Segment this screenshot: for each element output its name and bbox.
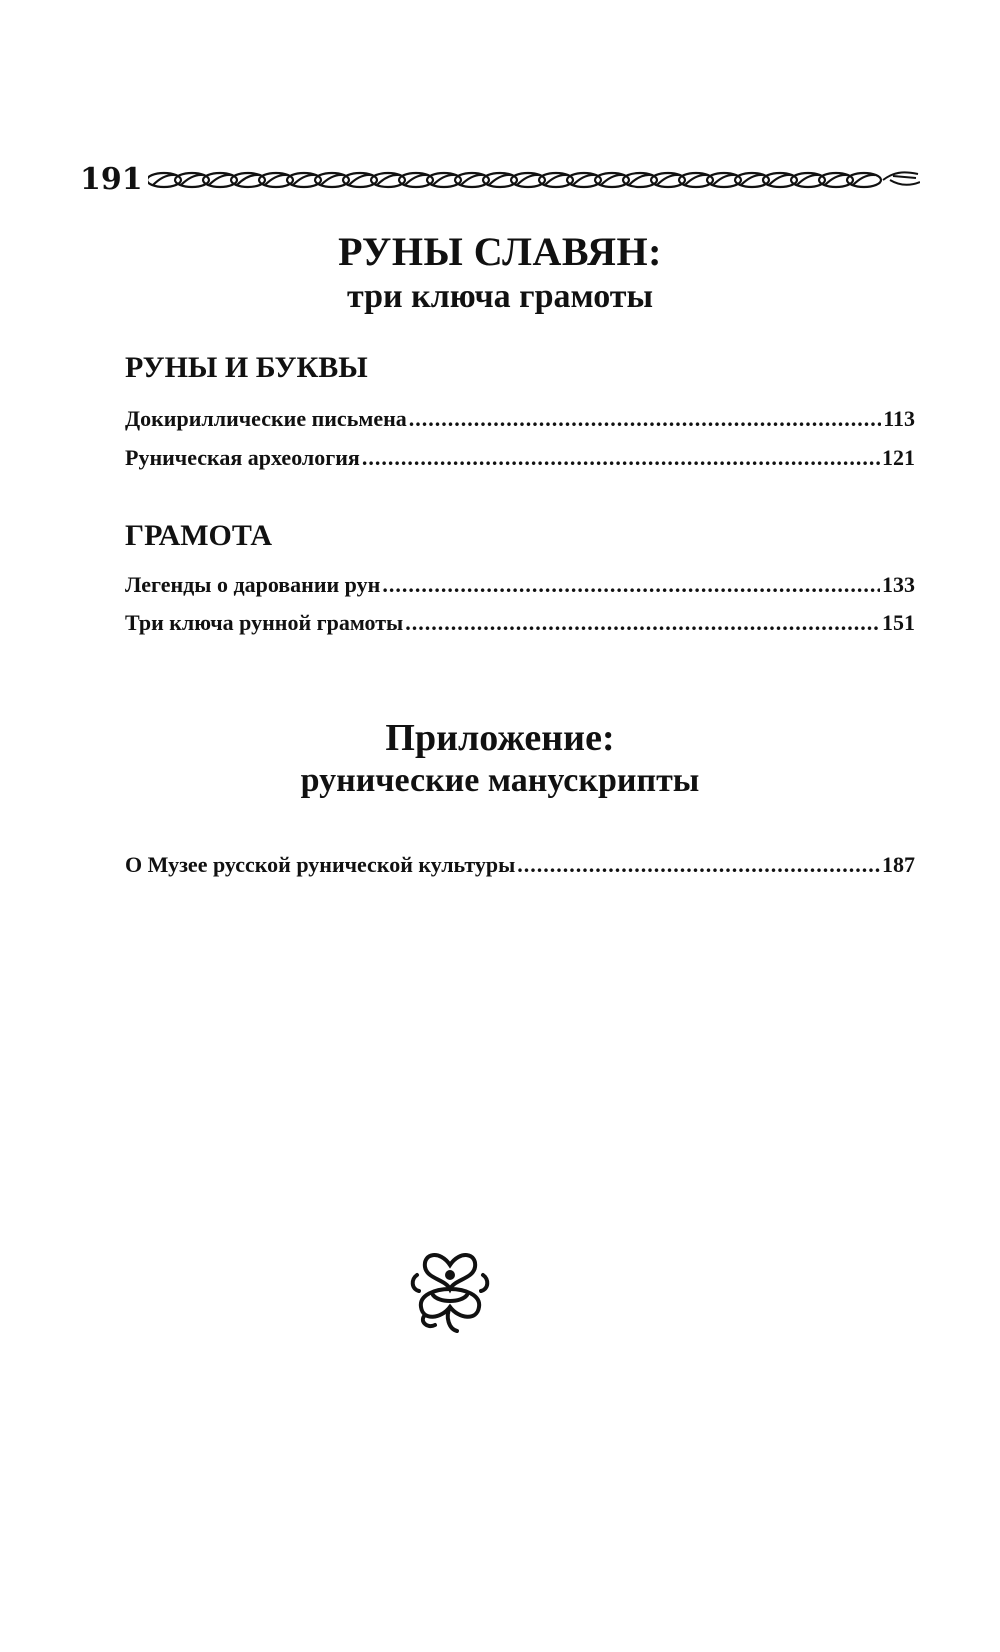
section-heading-gramota: ГРАМОТА: [125, 519, 273, 552]
book-title: РУНЫ СЛАВЯН:: [338, 229, 662, 274]
toc-entry[interactable]: [125, 607, 915, 639]
section-heading-runes-and-letters: РУНЫ И БУКВЫ: [125, 351, 368, 384]
toc-entry-title: О Музее русской рунической культуры: [125, 852, 516, 877]
toc-entry[interactable]: [125, 442, 915, 474]
dot-leader: [409, 403, 881, 435]
dot-leader: [517, 849, 880, 881]
braided-rope-rule-icon: [148, 166, 920, 194]
dot-leader: [382, 569, 880, 601]
toc-entry-page: 187: [882, 852, 915, 877]
toc-entry-page: 151: [882, 610, 915, 635]
toc-entry-title: Три ключа рунной грамоты: [125, 610, 404, 635]
book-subtitle: три ключа грамоты: [347, 278, 653, 315]
toc-entry-title: Докириллические письмена: [125, 406, 407, 431]
page-number: 191: [80, 162, 143, 197]
appendix-title: Приложение:: [385, 717, 615, 759]
toc-entry[interactable]: [125, 569, 915, 601]
toc-entry-page: 121: [882, 445, 915, 470]
dot-leader: [405, 607, 880, 639]
dot-leader: [362, 442, 880, 474]
toc-entry[interactable]: [125, 849, 915, 881]
running-header: [80, 160, 920, 200]
toc-entry[interactable]: [125, 403, 915, 435]
appendix-subtitle: рунические манускрипты: [300, 762, 700, 799]
toc-entry-title: Легенды о даровании рун: [125, 572, 381, 597]
toc-entry-page: 113: [883, 406, 915, 431]
toc-entry-title: Руническая археология: [125, 445, 360, 470]
knotwork-vignette-icon: [405, 1245, 495, 1335]
toc-entry-page: 133: [882, 572, 915, 597]
